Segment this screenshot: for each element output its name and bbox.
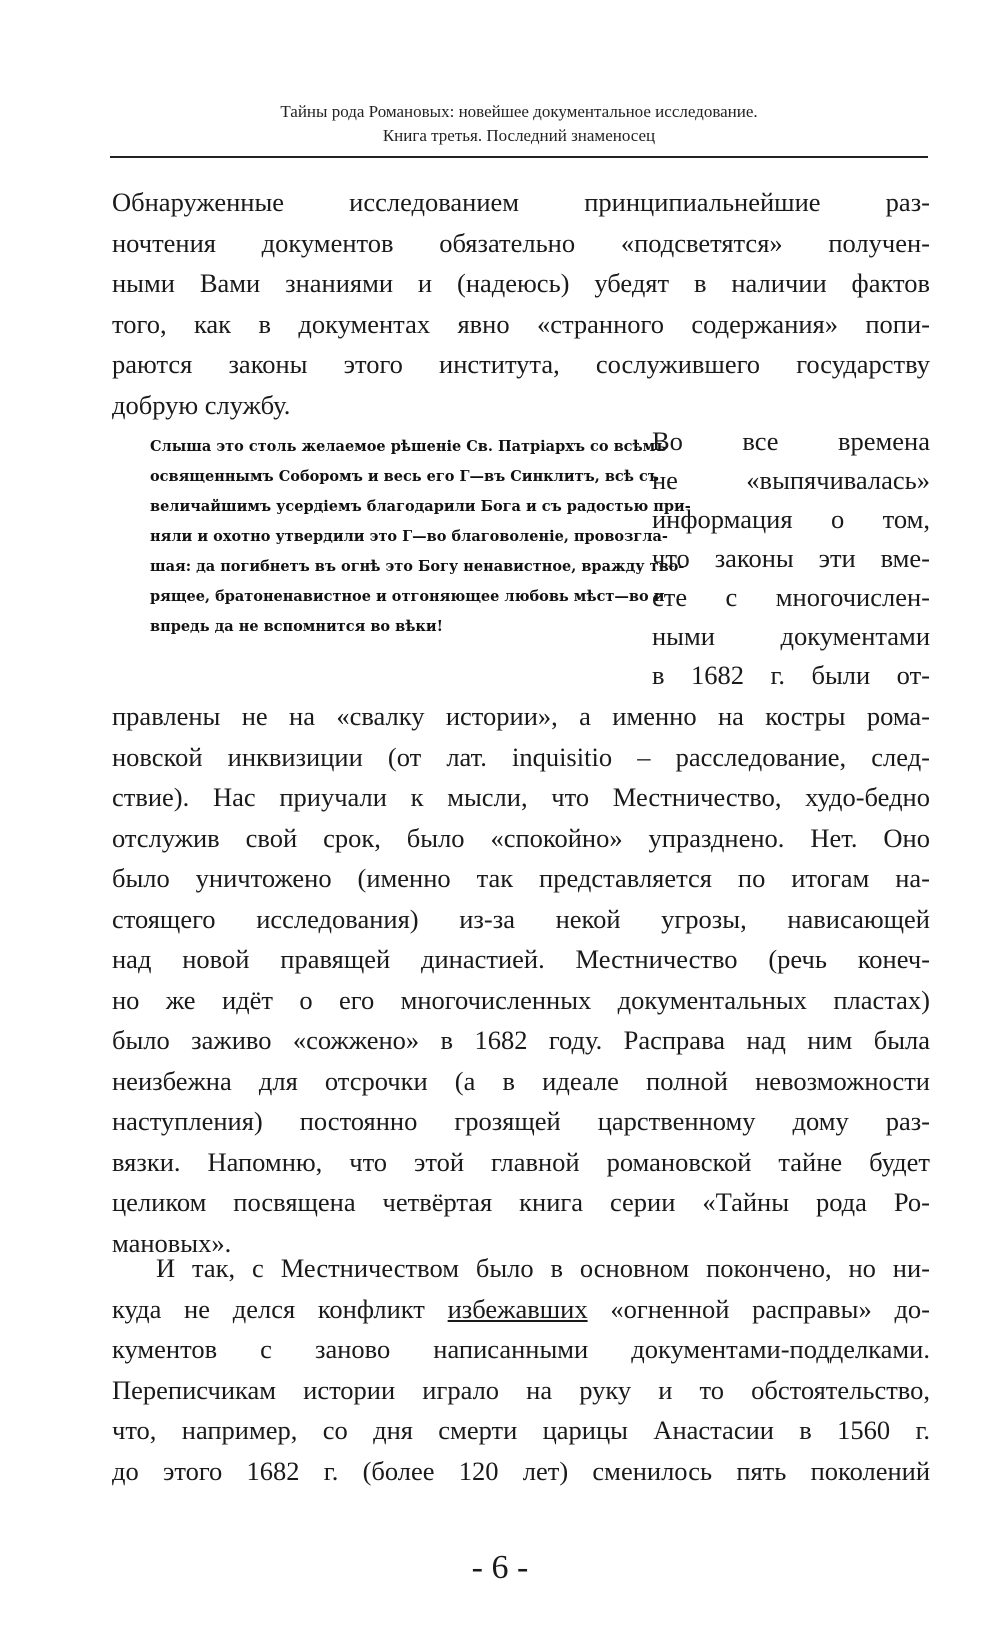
text-line: И так, с Местничеством было в основном покончено, но ни- xyxy=(156,1253,930,1283)
quote-line: впредь да не вспомнится во вѣки! xyxy=(150,618,443,635)
running-header xyxy=(110,100,928,148)
text-line: было заживо «сожжено» в 1682 году. Расправа над ним была xyxy=(112,1025,930,1055)
text-line: раются законы этого института, сослужившего государству xyxy=(112,349,930,379)
paragraph-1 xyxy=(112,182,930,425)
text-line: ствие). Нас приучали к мысли, что Местничество, худо-бедно xyxy=(112,782,930,812)
text-line: Во все времена xyxy=(652,426,930,456)
quote-line: освященнымъ Соборомъ и весь его Г—въ Синклитъ, всѣ съ xyxy=(150,468,659,485)
text-line: новской инквизиции (от лат. inquisitio – расследование, след- xyxy=(112,741,930,772)
side-column-text xyxy=(652,422,930,695)
text-line: ными документами xyxy=(652,621,930,651)
text-line: что законы эти вме- xyxy=(652,543,930,573)
text-line: в 1682 г. были от- xyxy=(652,660,930,690)
text-line: Переписчикам истории играло на руку и то обстоятельство, xyxy=(112,1374,930,1405)
quote-line: рящее, братоненавистное и отгоняющее любовь мѣст—во и xyxy=(150,588,665,605)
text-line: ночтения документов обязательно «подсветятся» получен- xyxy=(112,227,930,258)
text-line: добрую службу. xyxy=(112,389,291,420)
text-line: того, как в документах явно «странного содержания» попи- xyxy=(112,308,930,339)
text-segment: «огненной расправы» до- xyxy=(587,1293,930,1324)
text-line: не «выпячивалась» xyxy=(652,465,930,495)
paragraph-3 xyxy=(112,1248,930,1491)
text-line: что, например, со дня смерти царицы Анастасии в 1560 г. xyxy=(112,1415,930,1445)
text-line: ными Вами знаниями и (надеюсь) убедят в наличии фактов xyxy=(112,268,930,298)
quote-line: няли и охотно утвердили это Г—во благоволеніе, провозгла- xyxy=(150,528,668,545)
quote-line: Слыша это столь желаемое рѣшеніе Св. Патріархъ со всѣмъ xyxy=(150,438,667,455)
text-line: Обнаруженные исследованием принципиальнейшие раз- xyxy=(112,187,930,217)
text-line: целиком посвящена четвёртая книга серии «Тайны рода Ро- xyxy=(112,1187,930,1217)
text-line: информация о том, xyxy=(652,504,930,534)
text-line: кументов с заново написанными документами-подделками. xyxy=(112,1334,930,1364)
text-line: над новой правящей династией. Местничество (речь конеч- xyxy=(112,944,930,974)
text-line: сте с многочислен- xyxy=(652,582,930,612)
text-line: мановых». xyxy=(112,1227,232,1258)
text-segment: куда не делся конфликт xyxy=(112,1293,448,1324)
header-divider xyxy=(110,156,928,158)
paragraph-2 xyxy=(112,696,930,1263)
text-line: отслужив свой срок, было «спокойно» упразднено. Нет. Оно xyxy=(112,822,930,853)
text-line: было уничтожено (именно так представляется по итогам на- xyxy=(112,863,930,893)
text-line: стоящего исследования) из-за некой угрозы, нависающей xyxy=(112,903,930,934)
quote-line: шая: да погибнетъ въ огнѣ это Богу ненавистное, вражду тво- xyxy=(150,558,685,575)
quote-line: величайшимъ усердіемъ благодарили Бога и съ радостью при- xyxy=(150,498,691,515)
text-line: неизбежна для отсрочки (а в идеале полной невозможности xyxy=(112,1065,930,1096)
underlined-word: избежавших xyxy=(447,1293,588,1324)
text-line: вязки. Напомню, что этой главной романовской тайне будет xyxy=(112,1146,930,1177)
text-line: до этого 1682 г. (более 120 лет) сменилось пять поколений xyxy=(112,1455,930,1486)
running-header-line-1: Тайны рода Романовых: новейшее документальное исследование. xyxy=(280,102,758,121)
text-line xyxy=(112,1289,930,1330)
text-line: правлены не на «свалку истории», а именно на костры рома- xyxy=(112,701,930,731)
text-line: наступления) постоянно грозящей царственному дому раз- xyxy=(112,1106,930,1136)
running-header-line-2: Книга третья. Последний знаменосец xyxy=(382,126,656,145)
text-line: но же идёт о его многочисленных документальных пластах) xyxy=(112,984,930,1015)
page-number: - 6 - xyxy=(471,1549,529,1586)
quoted-document-excerpt xyxy=(150,432,691,642)
